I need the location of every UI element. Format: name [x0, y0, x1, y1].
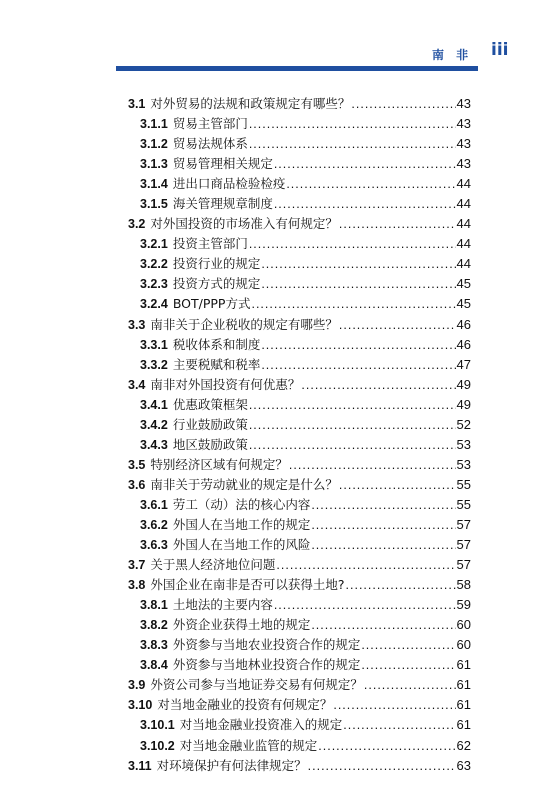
toc-entry-page: 55	[456, 476, 471, 492]
toc-entry-title: 行业鼓励政策	[172, 416, 248, 432]
toc-entry-number: 3.6.2	[140, 517, 168, 532]
toc-entry-page: 49	[456, 376, 471, 392]
toc-subsection-entry[interactable]	[128, 335, 471, 355]
dot-leader	[249, 435, 456, 455]
header-rule	[116, 66, 478, 71]
toc-entry-title: 投资行业的规定	[172, 256, 261, 272]
dot-leader	[308, 756, 456, 776]
dot-leader	[249, 134, 456, 154]
toc-entry-number: 3.2.3	[140, 277, 168, 292]
toc-entry-page: 45	[456, 276, 471, 292]
toc-entry-number: 3.8.2	[140, 618, 168, 633]
toc-subsection-entry[interactable]	[128, 615, 471, 635]
toc-entry-title: 税收体系和制度	[172, 336, 261, 352]
toc-subsection-entry[interactable]	[128, 234, 471, 254]
toc-entry-number: 3.5	[128, 457, 146, 472]
toc-entry-number: 3.10.1	[140, 718, 175, 733]
dot-leader	[249, 395, 456, 415]
dot-leader	[339, 214, 456, 234]
toc-entry-title: 贸易法规体系	[172, 136, 248, 152]
toc-entry-title: 对环境保护有何法律规定？	[156, 757, 307, 773]
toc-entry-number: 3.3	[128, 317, 146, 332]
toc-entry-page: 47	[456, 356, 471, 372]
dot-leader	[286, 174, 455, 194]
toc-entry-number: 3.8	[128, 578, 146, 593]
dot-leader	[289, 455, 456, 475]
toc-entry-title: BOT/PPP方式	[172, 296, 251, 312]
toc-entry-number: 3.8.3	[140, 638, 168, 653]
toc-section-entry[interactable]	[128, 475, 471, 495]
toc-subsection-entry[interactable]	[128, 194, 471, 214]
toc-entry-page: 60	[456, 617, 471, 633]
dot-leader	[339, 475, 456, 495]
toc-section-entry[interactable]	[128, 375, 471, 395]
dot-leader	[311, 615, 455, 635]
toc-entry-number: 3.4.2	[140, 417, 168, 432]
toc-subsection-entry[interactable]	[128, 535, 471, 555]
toc-entry-number: 3.1.5	[140, 197, 168, 212]
toc-subsection-entry[interactable]	[128, 595, 471, 615]
dot-leader	[346, 575, 456, 595]
dot-leader	[364, 675, 456, 695]
toc-section-entry[interactable]	[128, 315, 471, 335]
dot-leader	[249, 415, 456, 435]
toc-entry-title: 地区鼓励政策	[172, 436, 248, 452]
toc-entry-title: 土地法的主要内容	[172, 597, 273, 613]
dot-leader	[261, 254, 455, 274]
toc-entry-number: 3.6.1	[140, 497, 168, 512]
toc-entry-title: 特别经济区域有何规定？	[150, 456, 288, 472]
dot-leader	[311, 515, 455, 535]
toc-entry-title: 外资企业获得土地的规定	[172, 617, 311, 633]
toc-entry-page: 53	[456, 456, 471, 472]
toc-section-entry[interactable]	[128, 575, 471, 595]
toc-subsection-entry[interactable]	[128, 635, 471, 655]
toc-entry-title: 劳工（动）法的核心内容	[172, 496, 311, 512]
toc-entry-title: 贸易主管部门	[172, 116, 248, 132]
toc-subsection-entry[interactable]	[128, 134, 471, 154]
toc-entry-number: 3.10.2	[140, 738, 175, 753]
dot-leader	[251, 294, 455, 314]
toc-entry-number: 3.9	[128, 678, 146, 693]
dot-leader	[318, 736, 455, 756]
toc-entry-page: 61	[456, 677, 471, 693]
toc-entry-title: 外国人在当地工作的规定	[172, 516, 311, 532]
toc-entry-page: 60	[456, 637, 471, 653]
toc-entry-page: 59	[456, 597, 471, 613]
dot-leader	[339, 315, 456, 335]
dot-leader	[276, 555, 455, 575]
toc-entry-title: 投资方式的规定	[172, 276, 261, 292]
toc-entry-page: 44	[456, 256, 471, 272]
toc-entry-page: 43	[456, 116, 471, 132]
dot-leader	[343, 715, 455, 735]
toc-subsection-entry[interactable]	[128, 515, 471, 535]
page-number: iii	[491, 40, 509, 60]
toc-entry-title: 南非关于企业税收的规定有哪些？	[150, 316, 338, 332]
toc-subsection-entry[interactable]	[128, 254, 471, 274]
toc-entry-page: 44	[456, 176, 471, 192]
toc-entry-page: 52	[456, 416, 471, 432]
toc-entry-number: 3.1.1	[140, 117, 168, 132]
toc-entry-page: 57	[456, 557, 471, 573]
toc-subsection-entry[interactable]	[128, 154, 471, 174]
toc-subsection-entry[interactable]	[128, 495, 471, 515]
toc-entry-title: 外国企业在南非是否可以获得土地?	[150, 577, 345, 593]
toc-entry-title: 进出口商品检验检疫	[172, 176, 286, 192]
toc-entry-page: 45	[456, 296, 471, 312]
toc-subsection-entry[interactable]	[128, 415, 471, 435]
toc-entry-title: 对当地金融业监管的规定	[179, 737, 318, 753]
dot-leader	[274, 154, 456, 174]
toc-entry-page: 57	[456, 516, 471, 532]
dot-leader	[261, 274, 455, 294]
toc-entry-number: 3.1.2	[140, 137, 168, 152]
toc-entry-title: 主要税赋和税率	[172, 356, 261, 372]
dot-leader	[361, 635, 455, 655]
toc-entry-title: 对外国投资的市场准入有何规定？	[150, 216, 338, 232]
toc-entry-number: 3.4.1	[140, 397, 168, 412]
dot-leader	[274, 194, 456, 214]
toc-subsection-entry[interactable]	[128, 114, 471, 134]
toc-entry-number: 3.1.4	[140, 177, 168, 192]
toc-section-entry[interactable]	[128, 214, 471, 234]
toc-entry-number: 3.2.1	[140, 237, 168, 252]
toc-entry-page: 63	[456, 757, 471, 773]
dot-leader	[249, 114, 456, 134]
toc-section-entry[interactable]	[128, 555, 471, 575]
toc-subsection-entry[interactable]	[128, 355, 471, 375]
toc-entry-number: 3.1	[128, 97, 146, 111]
toc-entry-page: 43	[456, 96, 471, 111]
toc-subsection-entry[interactable]	[128, 174, 471, 194]
toc-subsection-entry[interactable]	[128, 294, 471, 314]
toc-section-entry[interactable]	[128, 756, 471, 776]
toc-subsection-entry[interactable]	[128, 274, 471, 294]
toc-entry-number: 3.1.3	[140, 157, 168, 172]
running-header-country: 南 非	[432, 48, 473, 62]
toc-subsection-entry[interactable]	[128, 395, 471, 415]
toc-entry-page: 58	[456, 577, 471, 593]
toc-entry-title: 投资主管部门	[172, 236, 248, 252]
toc-subsection-entry[interactable]	[128, 655, 471, 675]
toc-entry-number: 3.2.2	[140, 257, 168, 272]
toc-entry-page: 53	[456, 436, 471, 452]
toc-entry-number: 3.8.1	[140, 598, 168, 613]
toc-subsection-entry[interactable]	[128, 736, 471, 756]
toc-entry-title: 南非关于劳动就业的规定是什么？	[150, 476, 338, 492]
dot-leader	[311, 535, 455, 555]
toc-entry-title: 海关管理规章制度	[172, 196, 273, 212]
toc-entry-page: 44	[456, 196, 471, 212]
toc-entry-number: 3.6	[128, 477, 146, 492]
toc-entry-title: 关于黑人经济地位问题	[150, 557, 276, 573]
toc-section-entry[interactable]	[128, 455, 471, 475]
toc-entry-number: 3.6.3	[140, 538, 168, 553]
toc-entry-page: 61	[456, 717, 471, 733]
toc-entry-title: 南非对外国投资有何优惠？	[150, 376, 301, 392]
toc-entry-page: 43	[456, 136, 471, 152]
dot-leader	[361, 655, 455, 675]
toc-entry-number: 3.11	[128, 758, 152, 773]
toc-entry-page: 46	[456, 316, 471, 332]
toc-entry-number: 3.3.1	[140, 337, 168, 352]
toc-entry-number: 3.7	[128, 558, 146, 573]
toc-section-entry[interactable]	[128, 675, 471, 695]
toc-entry-page: 44	[456, 216, 471, 232]
toc-subsection-entry[interactable]	[128, 435, 471, 455]
dot-leader	[351, 94, 455, 114]
toc-entry-page: 61	[456, 697, 471, 713]
toc-entry-title: 对当地金融业的投资有何规定？	[157, 697, 333, 713]
table-of-contents	[128, 94, 471, 776]
toc-entry-title: 外资参与当地林业投资合作的规定	[172, 657, 361, 673]
dot-leader	[311, 495, 455, 515]
toc-subsection-entry[interactable]	[128, 715, 471, 735]
toc-entry-page: 61	[456, 657, 471, 673]
toc-entry-number: 3.10	[128, 698, 153, 713]
toc-entry-page: 62	[456, 737, 471, 753]
toc-entry-number: 3.2	[128, 217, 146, 232]
toc-entry-number: 3.3.2	[140, 357, 168, 372]
toc-entry-number: 3.8.4	[140, 658, 168, 673]
toc-entry-number: 3.4.3	[140, 437, 168, 452]
toc-entry-title: 外资公司参与当地证券交易有何规定？	[150, 677, 363, 693]
dot-leader	[301, 375, 455, 395]
dot-leader	[261, 335, 455, 355]
toc-section-entry[interactable]	[128, 695, 471, 715]
toc-entry-number: 3.4	[128, 377, 146, 392]
dot-leader	[274, 595, 456, 615]
toc-section-entry[interactable]	[128, 94, 471, 114]
toc-entry-number: 3.2.4	[140, 297, 168, 312]
toc-entry-title: 优惠政策框架	[172, 396, 248, 412]
dot-leader	[249, 234, 456, 254]
toc-entry-title: 贸易管理相关规定	[172, 156, 273, 172]
toc-entry-page: 43	[456, 156, 471, 172]
toc-entry-title: 外国人在当地工作的风险	[172, 537, 311, 553]
dot-leader	[261, 355, 455, 375]
toc-entry-page: 55	[456, 496, 471, 512]
toc-entry-page: 49	[456, 396, 471, 412]
toc-entry-title: 对当地金融业投资准入的规定	[179, 717, 343, 733]
toc-entry-title: 对外贸易的法规和政策规定有哪些？	[150, 96, 351, 111]
dot-leader	[333, 695, 455, 715]
toc-entry-page: 44	[456, 236, 471, 252]
toc-entry-title: 外资参与当地农业投资合作的规定	[172, 637, 361, 653]
toc-entry-page: 46	[456, 336, 471, 352]
toc-entry-page: 57	[456, 537, 471, 553]
